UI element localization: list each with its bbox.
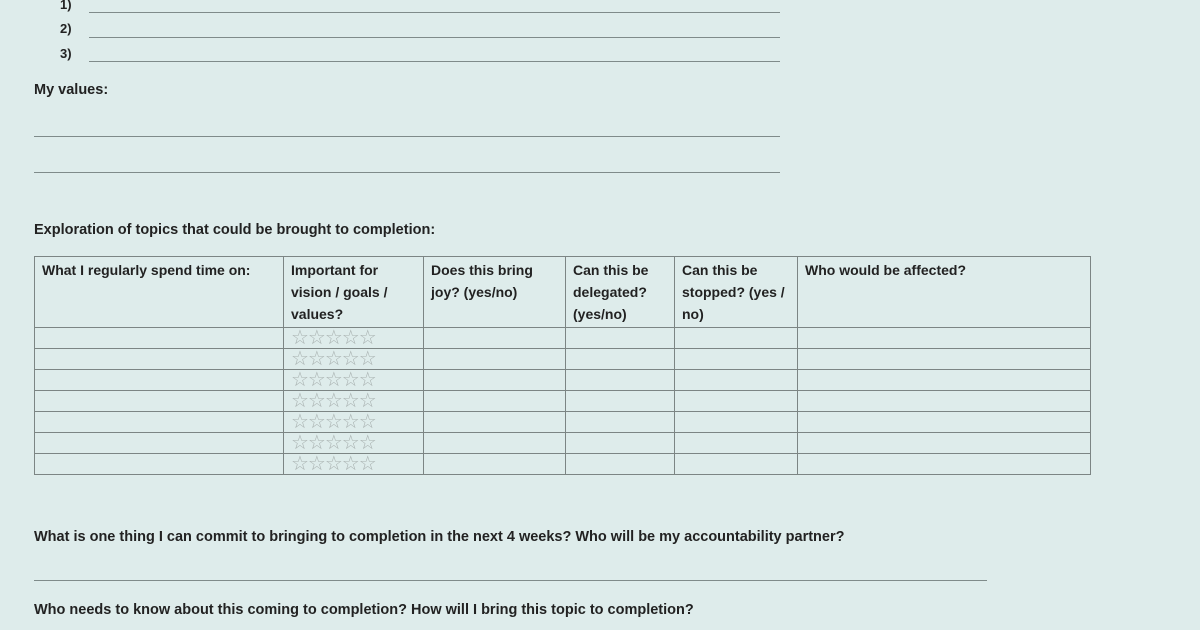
star-rating[interactable]: ☆☆☆☆☆	[284, 370, 424, 391]
table-header-row	[35, 257, 1091, 328]
table-cell[interactable]	[424, 412, 566, 433]
table-row	[35, 433, 1091, 454]
table-cell[interactable]	[798, 433, 1091, 454]
list-number: 1)	[60, 0, 72, 12]
exploration-label: Exploration of topics that could be brought to completion:	[34, 222, 436, 238]
table-cell[interactable]	[35, 412, 284, 433]
table-cell[interactable]	[424, 391, 566, 412]
table-cell[interactable]	[35, 433, 284, 454]
table-row	[35, 454, 1091, 475]
exploration-table	[34, 256, 1091, 475]
table-row	[35, 391, 1091, 412]
header-cell: Can this be stopped? (yes / no)	[675, 257, 798, 328]
table-cell[interactable]	[675, 454, 798, 475]
values-line-2[interactable]	[34, 172, 780, 173]
table-cell[interactable]	[798, 454, 1091, 475]
star-rating[interactable]: ☆☆☆☆☆	[284, 454, 424, 475]
star-rating[interactable]: ☆☆☆☆☆	[284, 412, 424, 433]
table-cell[interactable]	[798, 391, 1091, 412]
table-cell[interactable]	[675, 433, 798, 454]
table-cell[interactable]	[424, 328, 566, 349]
table-cell[interactable]	[566, 349, 675, 370]
table-row	[35, 349, 1091, 370]
table-cell[interactable]	[798, 370, 1091, 391]
header-cell: Who would be affected?	[798, 257, 1091, 328]
commit-answer-line[interactable]	[34, 580, 987, 581]
table-cell[interactable]	[798, 328, 1091, 349]
table-cell[interactable]	[35, 370, 284, 391]
list-number: 2)	[60, 21, 72, 36]
table-cell[interactable]	[675, 412, 798, 433]
star-rating[interactable]: ☆☆☆☆☆	[284, 328, 424, 349]
question-commit: What is one thing I can commit to bringing to completion in the next 4 weeks? Who will be my accountability partner?	[34, 529, 845, 545]
table-cell[interactable]	[798, 412, 1091, 433]
values-line-1[interactable]	[34, 136, 780, 137]
table-cell[interactable]	[424, 433, 566, 454]
header-cell: Does this bring joy? (yes/no)	[424, 257, 566, 328]
table-cell[interactable]	[675, 391, 798, 412]
table-cell[interactable]	[35, 454, 284, 475]
answer-line-3[interactable]	[89, 61, 780, 62]
table-cell[interactable]	[566, 370, 675, 391]
table-cell[interactable]	[424, 349, 566, 370]
table-cell[interactable]	[798, 349, 1091, 370]
answer-line-1[interactable]	[89, 12, 780, 13]
list-number: 3)	[60, 46, 72, 61]
table-cell[interactable]	[566, 391, 675, 412]
table-cell[interactable]	[675, 349, 798, 370]
table-row	[35, 328, 1091, 349]
table-cell[interactable]	[566, 454, 675, 475]
star-rating[interactable]: ☆☆☆☆☆	[284, 433, 424, 454]
table-cell[interactable]	[675, 328, 798, 349]
table-cell[interactable]	[566, 433, 675, 454]
table-row	[35, 412, 1091, 433]
table-cell[interactable]	[566, 328, 675, 349]
values-label: My values:	[34, 82, 109, 98]
star-rating[interactable]: ☆☆☆☆☆	[284, 391, 424, 412]
table-cell[interactable]	[566, 412, 675, 433]
table-cell[interactable]	[35, 349, 284, 370]
table-cell[interactable]	[424, 370, 566, 391]
table-cell[interactable]	[675, 370, 798, 391]
header-cell: Important for vision / goals / values?	[284, 257, 424, 328]
star-rating[interactable]: ☆☆☆☆☆	[284, 349, 424, 370]
table-row	[35, 370, 1091, 391]
header-cell: Can this be delegated? (yes/no)	[566, 257, 675, 328]
table-cell[interactable]	[35, 391, 284, 412]
table-cell[interactable]	[35, 328, 284, 349]
answer-line-2[interactable]	[89, 37, 780, 38]
table-cell[interactable]	[424, 454, 566, 475]
question-who-needs-to-know: Who needs to know about this coming to completion? How will I bring this topic to completion?	[34, 602, 694, 618]
header-cell: What I regularly spend time on:	[35, 257, 284, 328]
